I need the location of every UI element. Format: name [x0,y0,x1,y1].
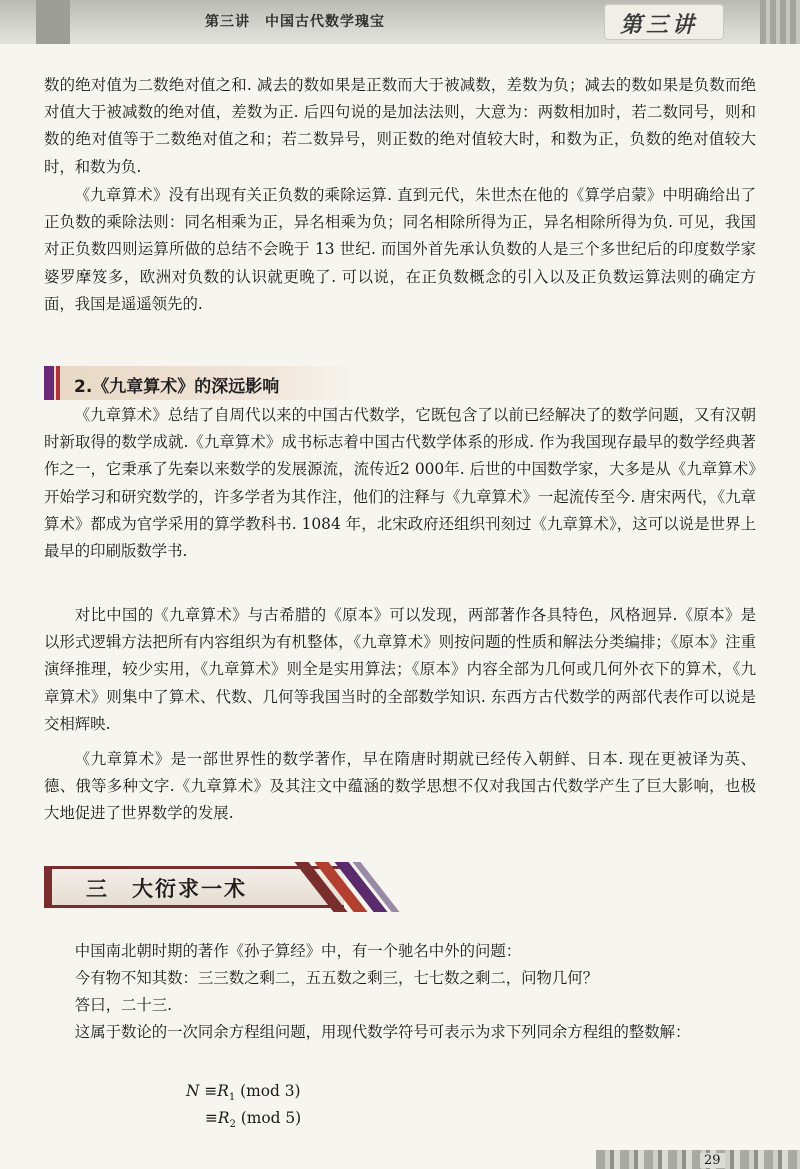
footer-stripe [596,1150,800,1169]
paragraph-congruence: 这属于数论的一次同余方程组问题，用现代数学符号可表示为求下列同余方程组的整数解： [74,1023,691,1041]
paragraph-sunzi-answer: 答曰，二十三. [74,996,173,1014]
equation-mod: (mod 5) [240,1109,302,1127]
paragraph-influence: 《九章算术》总结了自周代以来的中国古代数学，它既包含了以前已经解决了的数学问题，又有汉朝时新取得的数学成就.《九章算术》成书标志着中国古代数学体系的形成. 作为我国现存最早的数学经典著作之一，它秉承了先秦以来数学的发展源流，流传近2 000年. 后世的中国数学家，大多是从《九章算术》开始学习和研究数学的，许多学者为其作注，他们的注释与《九章算术》一起流传至今. 唐宋两代，《九章算术》都成为官学采用的算学教科书. 1084 年，北宋政府还组织刊刻过《九章算术》，这可以说是世界上最早的印刷版数学书. [44,406,756,561]
chapter-badge [604,4,724,40]
paragraph-comparison: 对比中国的《九章算术》与古希腊的《原本》可以发现，两部著作各具特色，风格迥异.《原本》是以形式逻辑方法把所有内容组织为有机整体，《九章算术》则按问题的性质和解法分类编排；《原本》注重演绎推理，较少实用，《九章算术》则全是实用算法；《原本》内容全部为几何或几何外衣下的算术，《九章算术》则集中了算术、代数、几何等我国当时的全部数学知识. 东西方古代数学的两部代表作可以说是交相辉映. [44,606,756,733]
equation-lhs: N [186,1082,200,1100]
header-title: 第三讲 中国古代数学瑰宝 [205,14,385,30]
equation-op: ≡ [205,1109,218,1127]
heading-bar-red [56,366,60,400]
equation-op: ≡ [204,1082,218,1100]
equation-var: R [217,1082,229,1100]
paragraph-world-impact: 《九章算术》是一部世界性的数学著作，早在隋唐时期就已经传入朝鲜、日本. 现在更被译为英、德、俄等多种文字.《九章算术》及其注文中蕴涵的数学思想不仅对我国古代数学产生了巨大影响，也极大地促进了世界数学的发展. [44,750,756,823]
banner-left-cap [44,866,52,908]
equation-sub: 1 [228,1092,236,1104]
header-left-tab [36,0,70,44]
equation-sub: 2 [229,1119,236,1131]
paragraph-continuation: 数的绝对值为二数绝对值之和. 减去的数如果是正数而大于被减数，差数为负；减去的数如果是负数而绝对值大于被减数的绝对值，差数为正. 后四句说的是加法法则，大意为：两数相加时，若二数同号，则和数的绝对值等于二数绝对值之和；若二数异号，则正数的绝对值较大时，和数为正，负数的绝对值较大时，和数为负. [44,76,756,176]
page-number: 29 [700,1153,725,1168]
equation-line [205,1106,301,1137]
paragraph-sunzi-intro: 中国南北朝时期的著作《孙子算经》中，有一个驰名中外的问题： [74,942,522,960]
page-header [0,0,800,44]
equation-mod: (mod 3) [240,1082,301,1100]
equation-var: R [217,1109,230,1127]
header-stripe [760,0,800,44]
section-heading [44,366,360,400]
paragraph-multiplication-rules: 《九章算术》没有出现有关正负数的乘除运算. 直到元代，朱世杰在他的《算学启蒙》中明确给出了正负数的乘除法则：同名相乘为正，异名相乘为负；同名相除所得为正，异名相除所得为负. 可见，我国对正负数四则运算所做的总结不会晚于 13 世纪. 而国外首先承认负数的人是三个多世纪后的印度数学家婆罗摩笈多，欧洲对负数的认识就更晚了. 可以说，在正负数概念的引入以及正负数运算法则的确定方面，我国是遥遥领先的. [44,186,756,313]
banner-title: 三 大衍求一术 [86,877,247,901]
chapter-section-banner [44,866,386,908]
heading-bar-purple [44,366,54,400]
section-heading-text: 2.《九章算术》的深远影响 [74,377,280,397]
paragraph-sunzi-problem: 今有物不知其数：三三数之剩二，五五数之剩三，七七数之剩二，问物几何？ [74,969,599,987]
chapter-badge-text: 第三讲 [620,12,699,38]
